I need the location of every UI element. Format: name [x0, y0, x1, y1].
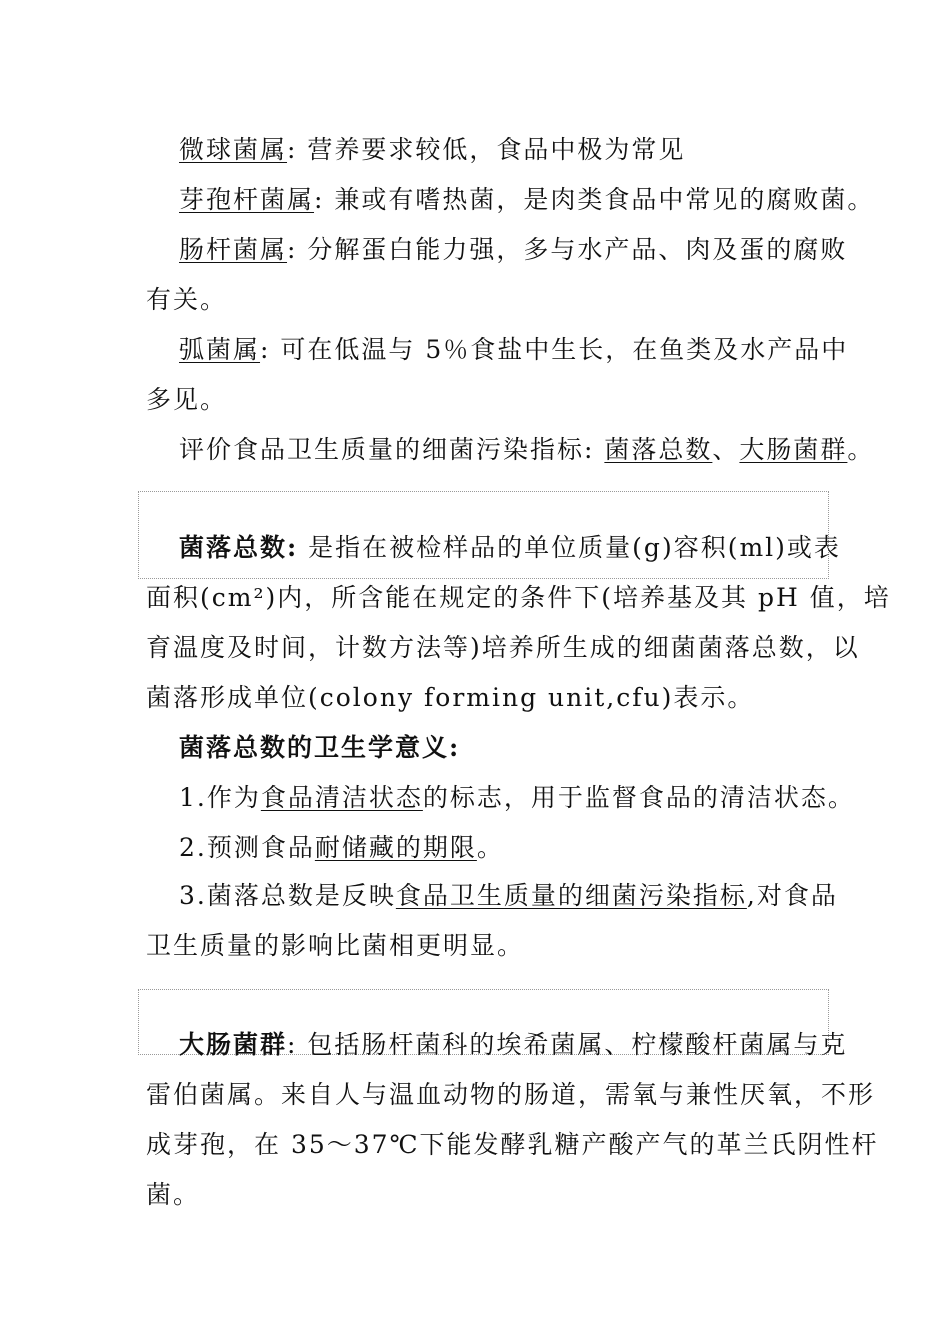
genus-name: 肠杆菌属: [179, 235, 288, 264]
genus-desc: 可在低温与 5％食盐中生长，在鱼类及水产品中: [280, 335, 849, 364]
genus-name: 芽孢杆菌属: [179, 185, 315, 214]
genus-desc: 兼或有嗜热菌，是肉类食品中常见的腐败菌。: [334, 185, 875, 214]
coliform-line-3: 成芽孢，在 35～37℃下能发酵乳糖产酸产气的革兰氏阴性杆: [146, 1130, 879, 1159]
significance-item-2: 2.预测食品耐储藏的期限。: [179, 833, 504, 862]
genus-name: 弧菌属: [179, 335, 261, 364]
genus-vibrio-cont: 多见。: [146, 385, 228, 414]
colony-definition: 菌落总数: 是指在被检样品的单位质量(g)容积(ml)或表: [179, 533, 841, 562]
genus-enterobacter-cont: 有关。: [146, 285, 228, 314]
colony-line-2: 面积(cm²)内，所含能在规定的条件下(培养基及其 pH 值，培: [146, 583, 891, 612]
indicators-line: 评价食品卫生质量的细菌污染指标: 菌落总数、大肠菌群。: [179, 435, 875, 464]
coliform-line-2: 雷伯菌属。来自人与温血动物的肠道，需氧与兼性厌氧，不形: [146, 1080, 876, 1109]
significance-heading: 菌落总数的卫生学意义:: [179, 733, 461, 762]
significance-item-3-cont: 卫生质量的影响比菌相更明显。: [146, 931, 525, 960]
indicator-colony-count: 菌落总数: [604, 435, 713, 464]
colony-line-4: 菌落形成单位(colony forming unit,cfu)表示。: [146, 683, 755, 712]
coliform-term: 大肠菌群: [179, 1030, 288, 1059]
genus-name: 微球菌属: [179, 135, 288, 164]
genus-micrococcus: 微球菌属: 营养要求较低，食品中极为常见: [179, 135, 686, 164]
genus-bacillus: 芽孢杆菌属: 兼或有嗜热菌，是肉类食品中常见的腐败菌。: [179, 185, 875, 214]
significance-item-1: 1.作为食品清洁状态的标志，用于监督食品的清洁状态。: [179, 783, 855, 812]
colony-line-3: 育温度及时间，计数方法等)培养所生成的细菌菌落总数，以: [146, 633, 860, 662]
colony-term: 菌落总数:: [179, 533, 299, 562]
coliform-definition: 大肠菌群: 包括肠杆菌科的埃希菌属、柠檬酸杆菌属与克: [179, 1030, 848, 1059]
genus-enterobacter: 肠杆菌属: 分解蛋白能力强，多与水产品、肉及蛋的腐败: [179, 235, 848, 264]
significance-item-3: 3.菌落总数是反映食品卫生质量的细菌污染指标,对食品: [179, 881, 838, 910]
indicator-coliform: 大肠菌群: [739, 435, 848, 464]
genus-desc: 营养要求较低，食品中极为常见: [307, 135, 686, 164]
genus-vibrio: 弧菌属: 可在低温与 5％食盐中生长，在鱼类及水产品中: [179, 335, 849, 364]
genus-desc: 分解蛋白能力强，多与水产品、肉及蛋的腐败: [307, 235, 848, 264]
coliform-line-4: 菌。: [146, 1180, 201, 1209]
